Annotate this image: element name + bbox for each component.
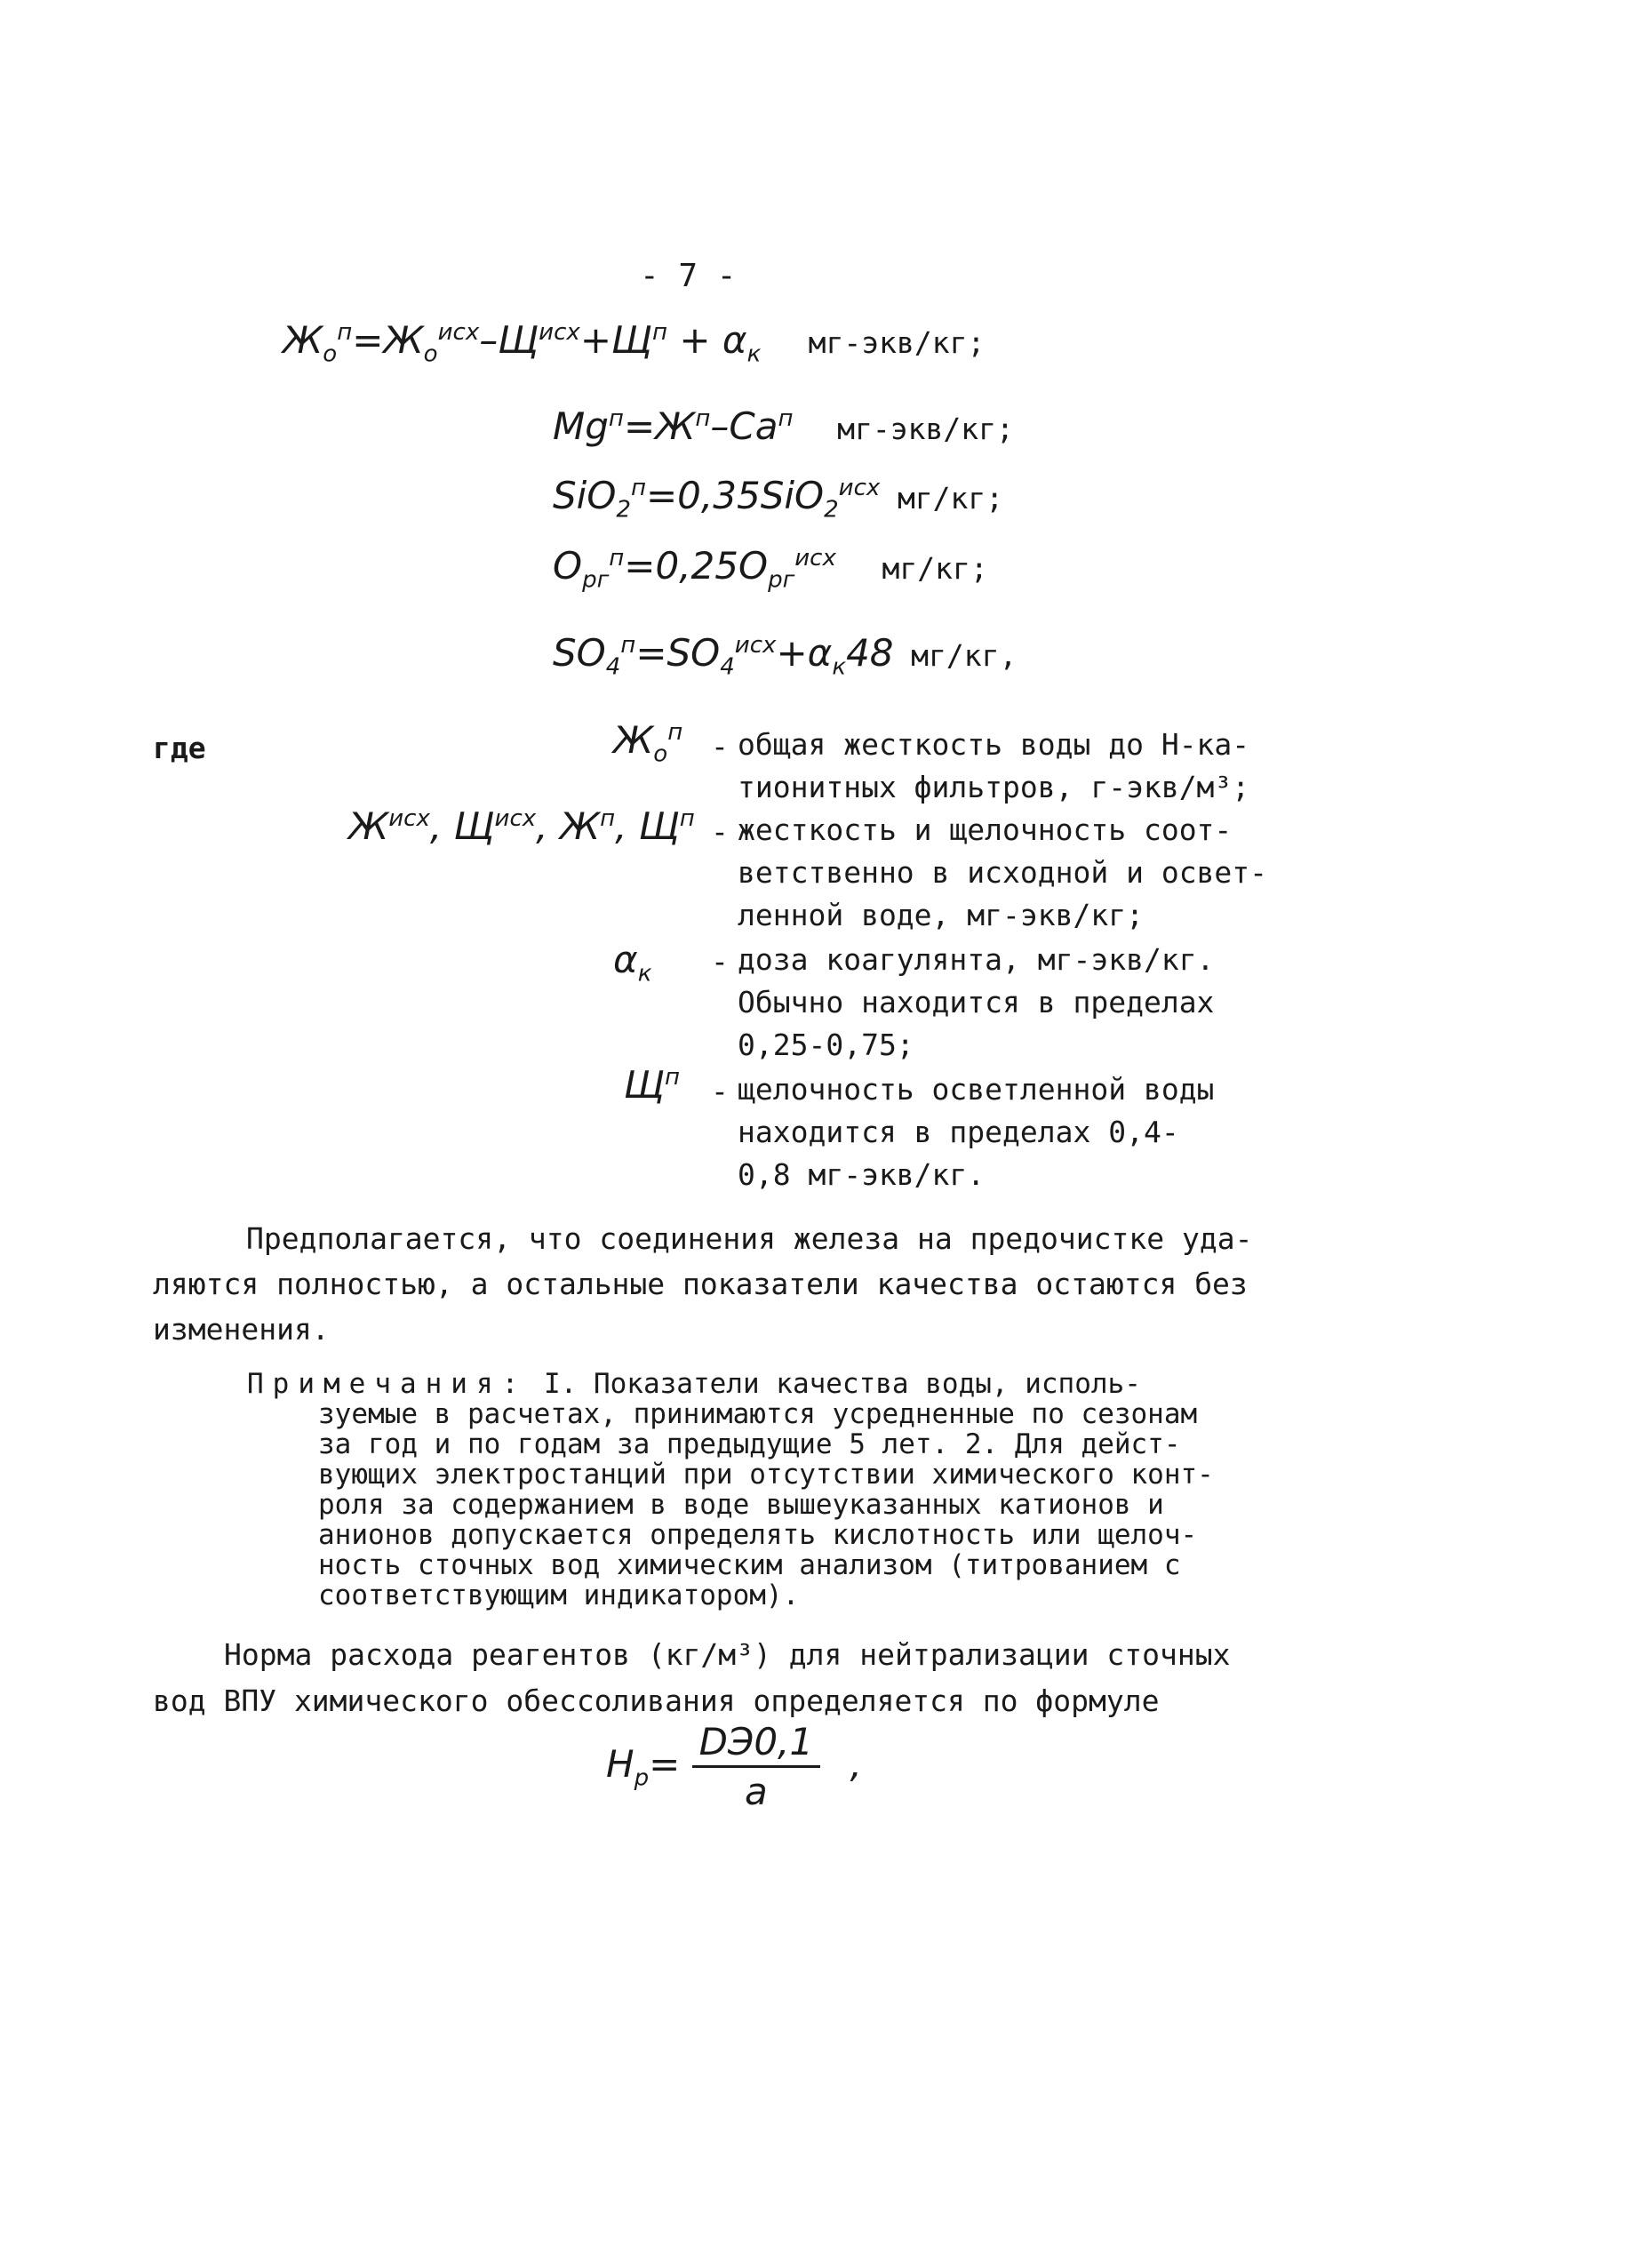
definition-line: 0,25-0,75; bbox=[738, 1028, 914, 1062]
note-block bbox=[247, 1369, 1214, 1611]
definition-line: щелочность осветленной воды bbox=[738, 1072, 1215, 1107]
formula-trailing-comma: , bbox=[850, 1742, 862, 1786]
formula-expression: $Ж_о^п=Ж_о^{исх}-Щ^{исх}+Щ^п + \alpha_к$ bbox=[283, 318, 762, 368]
paragraph-line: вод ВПУ химического обессоливания определяется по формуле bbox=[153, 1683, 1160, 1718]
formula-numerator: DЭ0,1 bbox=[692, 1720, 820, 1768]
definition-line: доза коагулянта, мг-экв/кг. bbox=[738, 942, 1215, 977]
definition-dash: - bbox=[711, 814, 729, 849]
note-line: I. Показатели качества воды, исполь- bbox=[543, 1368, 1141, 1400]
formula-units: мг/кг; bbox=[897, 481, 1004, 516]
formula-reagent-norm: $Н_р=$ $\frac{DЭ0,1}{a}$ , bbox=[606, 1720, 862, 1813]
formula-expression: $O_{рг}^п=0,25O_{рг}^{исх}$ bbox=[553, 544, 836, 594]
formula-fraction bbox=[692, 1720, 820, 1813]
note-label: Примечания: bbox=[247, 1368, 528, 1400]
note-line: ность сточных вод химическим анализом (титрованием с bbox=[318, 1549, 1181, 1581]
formula-units: мг/кг; bbox=[882, 551, 988, 586]
definition-dash: - bbox=[711, 729, 729, 764]
formula-silica bbox=[553, 474, 1004, 524]
paragraph-line: ляются полностью, а остальные показатели качества остаются без bbox=[153, 1267, 1248, 1301]
note-line: роля за содержанием в воде вышеуказанных катионов и bbox=[318, 1489, 1164, 1521]
note-first-line bbox=[247, 1369, 1214, 1399]
formula-units: мг/кг, bbox=[911, 638, 1018, 673]
formula-magnesium bbox=[553, 404, 1014, 448]
formula-hardness-total bbox=[283, 318, 986, 368]
definition-line: тионитных фильтров, г-экв/м³; bbox=[738, 770, 1250, 804]
note-line: зуемые в расчетах, принимаются усредненные по сезонам bbox=[318, 1398, 1198, 1430]
where-label: где bbox=[153, 731, 206, 765]
definition-text bbox=[738, 809, 1267, 937]
paragraph-reagent-norm bbox=[153, 1632, 1230, 1724]
definition-line: жесткость и щелочность соот- bbox=[738, 812, 1233, 847]
definition-text bbox=[738, 939, 1214, 1067]
paragraph-line: Предполагается, что соединения железа на предочистке уда- bbox=[246, 1221, 1253, 1256]
note-line: вующих электростанций при отсутствии химического конт- bbox=[318, 1459, 1214, 1491]
page-number: - 7 - bbox=[640, 258, 737, 294]
formula-lhs: Н bbox=[606, 1742, 634, 1786]
formula-expression: $SO_4^п=SO_4^{исх}+\alpha_к48$ bbox=[553, 631, 894, 681]
definition-line: находится в пределах 0,4- bbox=[738, 1115, 1179, 1149]
definition-symbol: $Ж_о^п$ bbox=[613, 718, 683, 768]
formula-units: мг-экв/кг; bbox=[837, 412, 1014, 446]
definition-text bbox=[738, 724, 1249, 809]
definition-line: ленной воде, мг-экв/кг; bbox=[738, 898, 1144, 932]
definition-symbol: $\alpha_к$ bbox=[613, 938, 652, 988]
definition-line: 0,8 мг-экв/кг. bbox=[738, 1157, 986, 1192]
definition-symbol: $Щ^п$ bbox=[624, 1063, 680, 1107]
formula-denominator: a bbox=[745, 1770, 768, 1813]
note-line: анионов допускается определять кислотность или щелоч- bbox=[318, 1519, 1198, 1551]
formula-expression: SiO$_2^п$=0,35SiO$_2^{исх}$ bbox=[553, 474, 881, 524]
formula-expression: $Mg^п=Ж^п-Ca^п$ bbox=[553, 404, 794, 448]
definition-line: Обычно находится в пределах bbox=[738, 985, 1215, 1020]
definition-line: ветственно в исходной и освет- bbox=[738, 855, 1268, 890]
definition-line: общая жесткость воды до Н-ка- bbox=[738, 727, 1250, 762]
paragraph-line: изменения. bbox=[153, 1312, 330, 1347]
definition-dash: - bbox=[711, 1074, 729, 1108]
paragraph-line: Норма расхода реагентов (кг/м³) для нейтрализации сточных bbox=[224, 1637, 1231, 1672]
formula-units: мг-экв/кг; bbox=[808, 325, 986, 360]
formula-sulfate bbox=[553, 631, 1018, 681]
note-line: за год и по годам за предыдущие 5 лет. 2. Для дейст- bbox=[318, 1428, 1181, 1460]
formula-organics bbox=[553, 544, 988, 594]
definition-symbol: $Ж^{исх}$, $Щ^{исх}$, $Ж^п$, $Щ^п$ bbox=[348, 804, 695, 848]
formula-lhs-sub: р bbox=[634, 1764, 650, 1792]
definition-dash: - bbox=[711, 944, 729, 979]
definition-text bbox=[738, 1068, 1214, 1196]
paragraph-iron-removal bbox=[153, 1216, 1252, 1352]
note-line: соответствующим индикатором). bbox=[318, 1579, 800, 1611]
